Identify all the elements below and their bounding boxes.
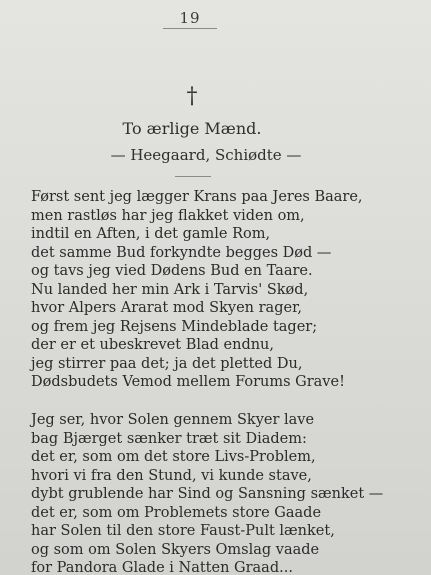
verse-line: indtil en Aften, i det gamle Rom,	[31, 226, 271, 242]
verse-line: har Solen til den store Faust-Pult lænket,	[31, 523, 335, 539]
verse-line: bag Bjærget sænker træt sit Diadem:	[31, 430, 307, 447]
verse-line: Nu landed her min Ark i Tarvis' Skød,	[31, 281, 309, 298]
verse-line: og frem jeg Rejsens Mindeblade tager;	[31, 318, 318, 335]
stanza-1	[31, 188, 426, 392]
poem-dedication: — Heegaard, Schiødte —	[110, 146, 302, 164]
verse-line: det samme Bud forkyndte begges Død —	[31, 244, 332, 261]
verse-line: det er, som om det store Livs-Problem,	[31, 449, 316, 465]
title-rule	[175, 176, 211, 177]
verse-line: jeg stirrer paa det; ja det pletted Du,	[31, 355, 303, 372]
verse-line: dybt grublende har Sind og Sansning sænket —	[31, 486, 384, 502]
verse-line: og som om Solen Skyers Omslag vaade	[31, 541, 320, 558]
verse-line: det er, som om Problemets store Gaade	[31, 504, 322, 521]
stanza-2	[31, 411, 426, 575]
verse-line: Først sent jeg lægger Krans paa Jeres Baare,	[31, 189, 363, 205]
page-number: 19	[179, 9, 201, 27]
verse-line: Jeg ser, hvor Solen gennem Skyer lave	[31, 412, 315, 428]
header-rule	[163, 28, 217, 29]
poem-title: To ærlige Mænd.	[122, 119, 262, 138]
verse-line: hvor Alpers Ararat mod Skyen rager,	[31, 300, 303, 316]
verse-line: hvori vi fra den Stund, vi kunde stave,	[31, 467, 312, 484]
verse-line: der er et ubeskrevet Blad endnu,	[31, 337, 275, 353]
verse-line: og tavs jeg vied Dødens Bud en Taare.	[31, 263, 313, 279]
verse-line: for Pandora Glade i Natten Graad...	[31, 560, 293, 575]
verse-line: Dødsbudets Vemod mellem Forums Grave!	[31, 374, 345, 390]
cross-ornament: †	[186, 84, 198, 109]
verse-line: men rastløs har jeg flakket viden om,	[31, 207, 305, 224]
